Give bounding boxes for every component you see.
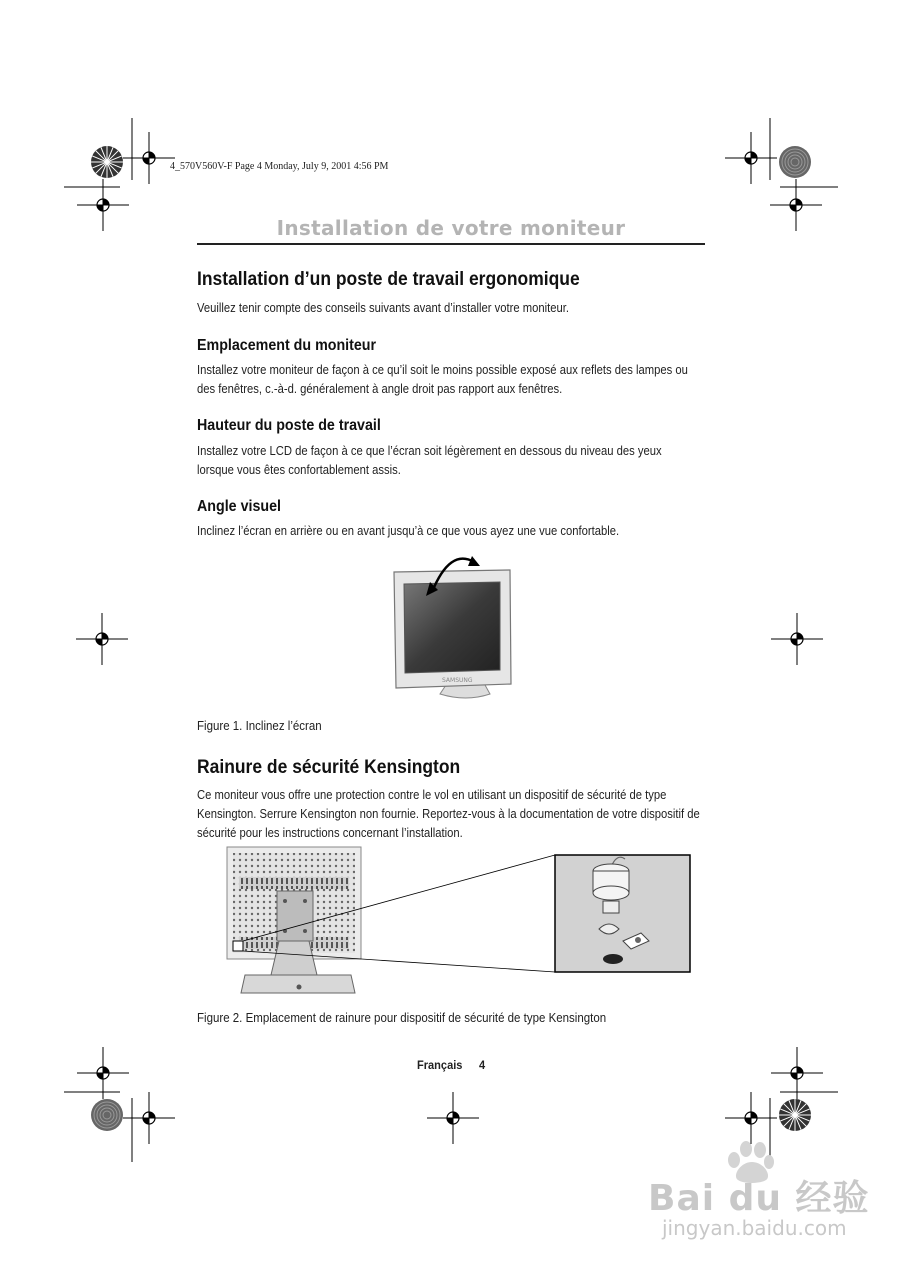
figure-2-caption: Figure 2. Emplacement de rainure pour dispositif de sécurité de type Kensington [197,1011,607,1025]
figure-1-caption: Figure 1. Inclinez l’écran [197,719,322,733]
baidu-watermark-logo: Bai du 经验 [648,1178,870,1219]
kensington-text: Ce moniteur vous offre une protection contre le vol en utilisant un dispositif de sécurité de type Kensington. Serrure Kensington non fournie. Reportez-vous à la documentation de votre dispositif de sécurité pour les instructions concernant l’installation. [197,788,700,840]
baidu-watermark-url: jingyan.baidu.com [662,1216,847,1240]
angle-text: Inclinez l’écran en arrière ou en avant jusqu’à ce que vous ayez une vue confortable. [197,524,620,538]
figure-2-kensington-illustration [225,845,695,1000]
figure-1-monitor-illustration [380,548,530,708]
ergonomic-title: Installation d’un poste de travail ergonomique [197,269,580,290]
placement-title: Emplacement du moniteur [197,337,377,354]
angle-title: Angle visuel [197,498,282,515]
height-text: Installez votre LCD de façon à ce que l’écran soit légèrement en dessous du niveau des yeux lorsque vous êtes confortablement assis. [197,444,662,477]
section-header: Installation de votre moniteur [276,216,626,240]
ergonomic-intro: Veuillez tenir compte des conseils suivants avant d’installer votre moniteur. [197,301,570,315]
kensington-title: Rainure de sécurité Kensington [197,757,461,778]
footer-language: Français [417,1058,463,1072]
print-info: 4_570V560V-F Page 4 Monday, July 9, 2001 4:56 PM [170,161,389,172]
height-title: Hauteur du poste de travail [197,417,381,434]
placement-text: Installez votre moniteur de façon à ce qu’il soit le moins possible exposé aux reflets des lampes ou des fenêtres, c.-à-d. généralement à angle droit pas rapport aux fenêtres. [197,363,688,396]
header-rule [197,243,705,245]
monitor-brand-mark: SAMSUNG [442,677,473,684]
page-number: 4 [479,1058,486,1072]
